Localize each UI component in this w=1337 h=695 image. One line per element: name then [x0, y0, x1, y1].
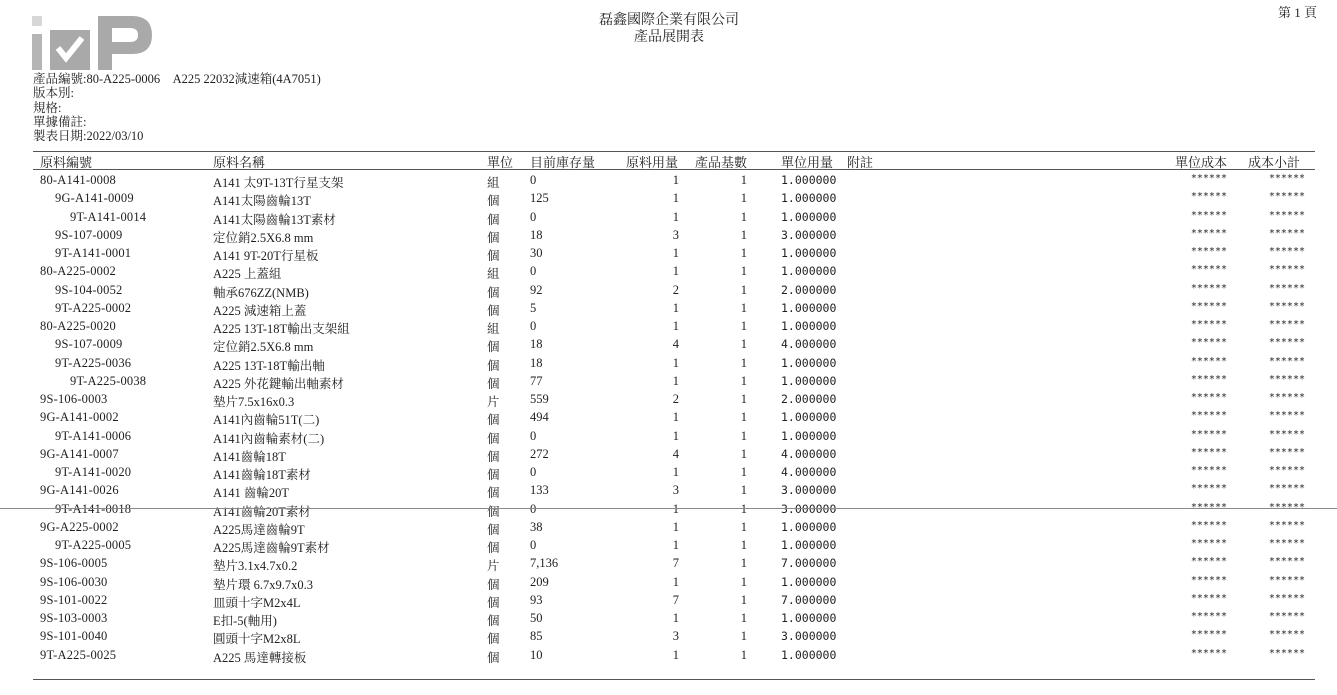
cell-material-code: 9T-A225-0005 — [55, 538, 132, 552]
cell-base: 1 — [740, 483, 747, 498]
cell-unit-qty: 1.000000 — [781, 319, 837, 333]
cell-material-code: 9G-A225-0002 — [40, 519, 119, 534]
cell-unit-qty: 7.000000 — [781, 592, 837, 607]
cell-material-name: A225 13T-18T輸出軸 — [213, 358, 325, 373]
cell-usage: 7 — [672, 592, 679, 607]
cell-base: 1 — [740, 227, 747, 242]
cell-subtotal: ****** — [1268, 519, 1305, 531]
col-header-subtotal: 成本小計 — [1248, 156, 1301, 171]
cell-unit: 個 — [487, 431, 500, 446]
cell-subtotal: ****** — [1268, 355, 1305, 367]
cell-stock: 77 — [530, 373, 543, 388]
report-meta — [33, 72, 321, 143]
cell-unit-qty: 1.000000 — [781, 173, 837, 187]
cell-unit-cost: ****** — [1190, 556, 1227, 568]
page-number: 第 1 頁 — [1277, 5, 1317, 20]
cell-material-code: 9S-103-0003 — [40, 611, 108, 625]
cell-subtotal: ****** — [1268, 373, 1305, 385]
cell-unit-cost: ****** — [1190, 446, 1227, 458]
cell-unit: 組 — [487, 176, 500, 190]
cell-unit-cost: ****** — [1190, 191, 1227, 203]
cell-unit-qty: 4.000000 — [781, 465, 837, 479]
cell-base: 1 — [740, 611, 747, 625]
cell-stock: 0 — [530, 209, 537, 224]
cell-usage: 1 — [672, 300, 679, 315]
table-row — [0, 628, 1337, 646]
logo-i-shape — [32, 34, 42, 70]
cell-material-name: A141太陽齒輪13T — [213, 194, 311, 209]
cell-usage: 2 — [672, 392, 679, 406]
cell-stock: 18 — [530, 355, 543, 370]
note-field: 單據備註: — [33, 114, 87, 129]
cell-subtotal: ****** — [1268, 209, 1305, 221]
cell-material-code: 9G-A141-0002 — [40, 410, 119, 425]
cell-material-code: 9G-A141-0009 — [55, 191, 134, 206]
cell-unit: 個 — [487, 358, 500, 373]
cell-stock: 7,136 — [530, 556, 559, 571]
cell-usage: 1 — [672, 264, 679, 279]
cell-usage: 1 — [672, 410, 679, 425]
cell-unit: 個 — [487, 376, 500, 391]
cell-material-code: 9S-107-0009 — [55, 337, 123, 352]
cell-stock: 0 — [530, 465, 537, 479]
cell-material-code: 80-A141-0008 — [40, 173, 117, 187]
table-row — [0, 209, 1337, 227]
table-row — [0, 336, 1337, 354]
cell-base: 1 — [740, 538, 747, 552]
cell-unit: 個 — [487, 504, 500, 519]
cell-unit: 個 — [487, 632, 500, 647]
cell-subtotal: ****** — [1268, 319, 1305, 330]
cell-base: 1 — [740, 428, 747, 443]
cell-unit: 個 — [487, 230, 500, 245]
cell-unit-cost: ****** — [1190, 300, 1227, 312]
cell-unit-qty: 4.000000 — [781, 337, 837, 352]
cell-unit-qty: 1.000000 — [781, 300, 837, 315]
cell-unit: 組 — [487, 322, 500, 336]
col-header-base: 產品基數 — [695, 156, 748, 171]
cell-stock: 85 — [530, 629, 543, 644]
cell-base: 1 — [740, 173, 747, 187]
cell-unit: 個 — [487, 522, 500, 537]
cell-material-name: 軸承676ZZ(NMB) — [213, 285, 309, 300]
cell-material-code: 9G-A141-0026 — [40, 483, 119, 498]
cell-subtotal: ****** — [1268, 611, 1305, 622]
cell-unit-cost: ****** — [1190, 428, 1227, 440]
table-row — [0, 446, 1337, 464]
cell-unit-qty: 1.000000 — [781, 574, 837, 589]
cell-unit: 個 — [487, 212, 500, 227]
cell-material-code: 9S-107-0009 — [55, 227, 123, 242]
cell-unit-qty: 1.000000 — [781, 191, 837, 206]
cell-usage: 1 — [672, 209, 679, 224]
cell-material-name: A141內齒輪素材(二) — [213, 431, 325, 446]
cell-base: 1 — [740, 373, 747, 388]
cell-material-name: A141內齒輪51T(二) — [213, 413, 320, 428]
cell-unit-cost: ****** — [1190, 611, 1227, 622]
cell-unit: 個 — [487, 303, 500, 318]
cell-base: 1 — [740, 446, 747, 461]
cell-unit-cost: ****** — [1190, 209, 1227, 221]
cell-material-code: 80-A225-0002 — [40, 264, 117, 279]
cell-material-code: 9T-A225-0036 — [55, 355, 132, 370]
cell-stock: 209 — [530, 574, 549, 589]
table-row — [0, 409, 1337, 427]
cell-base: 1 — [740, 465, 747, 479]
cell-subtotal: ****** — [1268, 446, 1305, 458]
cell-material-code: 80-A225-0020 — [40, 319, 117, 333]
cell-subtotal: ****** — [1268, 337, 1305, 349]
cell-usage: 3 — [672, 629, 679, 644]
cell-stock: 272 — [530, 446, 549, 461]
cell-material-name: 皿頭十字M2x4L — [213, 595, 301, 610]
cell-stock: 0 — [530, 538, 537, 552]
cell-base: 1 — [740, 300, 747, 315]
cell-base: 1 — [740, 191, 747, 206]
cell-stock: 38 — [530, 519, 543, 534]
cell-material-name: A225 馬達轉接板 — [213, 650, 307, 665]
company-logo — [32, 16, 154, 70]
cell-usage: 2 — [672, 282, 679, 297]
cell-unit: 個 — [487, 486, 500, 501]
table-row — [0, 282, 1337, 300]
table-row — [0, 318, 1337, 336]
report-header — [560, 12, 778, 46]
cell-usage: 1 — [672, 373, 679, 388]
cell-unit: 個 — [487, 449, 500, 464]
cell-usage: 1 — [672, 519, 679, 534]
cell-unit-cost: ****** — [1190, 483, 1227, 495]
cell-unit-cost: ****** — [1190, 282, 1227, 294]
cell-stock: 18 — [530, 227, 543, 242]
cell-base: 1 — [740, 355, 747, 370]
cell-stock: 30 — [530, 246, 543, 260]
cell-stock: 93 — [530, 592, 543, 607]
table-row — [0, 592, 1337, 610]
table-row — [0, 555, 1337, 573]
table-row — [0, 537, 1337, 555]
cell-base: 1 — [740, 410, 747, 425]
cell-base: 1 — [740, 592, 747, 607]
cell-stock: 494 — [530, 410, 549, 425]
cell-unit: 個 — [487, 249, 500, 263]
cell-subtotal: ****** — [1268, 191, 1305, 203]
cell-unit-cost: ****** — [1190, 392, 1227, 403]
cell-unit-qty: 1.000000 — [781, 373, 837, 388]
cell-material-code: 9T-A225-0025 — [40, 647, 117, 662]
cell-material-code: 9G-A141-0007 — [40, 446, 119, 461]
cell-unit: 組 — [487, 267, 500, 282]
cell-usage: 4 — [672, 337, 679, 352]
cell-material-name: E扣-5(軸用) — [213, 614, 277, 628]
table-row — [0, 610, 1337, 628]
cell-unit-qty: 1.000000 — [781, 355, 837, 370]
cell-stock: 0 — [530, 264, 537, 279]
table-row — [0, 227, 1337, 245]
cell-material-name: 定位銷2.5X6.8 mm — [213, 340, 314, 355]
cell-material-name: A141齒輪18T — [213, 449, 286, 464]
scan-line — [0, 508, 1337, 509]
cell-material-name: 墊片7.5x16x0.3 — [213, 395, 295, 409]
table-header — [0, 152, 1337, 169]
table-row — [0, 355, 1337, 373]
cell-unit-qty: 1.000000 — [781, 538, 837, 552]
cell-unit-qty: 1.000000 — [781, 519, 837, 534]
cell-stock: 133 — [530, 483, 549, 498]
cell-unit-qty: 2.000000 — [781, 392, 837, 406]
cell-material-name: A141 齒輪20T — [213, 486, 290, 501]
cell-subtotal: ****** — [1268, 483, 1305, 495]
table-row — [0, 647, 1337, 665]
cell-subtotal: ****** — [1268, 300, 1305, 312]
cell-unit-qty: 3.000000 — [781, 501, 837, 516]
cell-unit-cost: ****** — [1190, 647, 1227, 659]
cell-unit-cost: ****** — [1190, 337, 1227, 349]
cell-unit: 片 — [487, 395, 500, 409]
cell-material-name: A141 9T-20T行星板 — [213, 249, 319, 263]
cell-subtotal: ****** — [1268, 592, 1305, 604]
table-row — [0, 464, 1337, 482]
cell-usage: 1 — [672, 574, 679, 589]
cell-stock: 0 — [530, 501, 537, 516]
cell-unit-cost: ****** — [1190, 355, 1227, 367]
cell-unit-cost: ****** — [1190, 410, 1227, 422]
cell-unit: 個 — [487, 468, 500, 482]
cell-usage: 3 — [672, 227, 679, 242]
cell-unit: 個 — [487, 413, 500, 428]
cell-material-code: 9S-106-0030 — [40, 574, 108, 589]
table-bottom-rule — [33, 679, 1315, 680]
cell-stock: 0 — [530, 319, 537, 333]
cell-base: 1 — [740, 264, 747, 279]
cell-subtotal: ****** — [1268, 538, 1305, 549]
version-field: 版本別: — [33, 86, 74, 101]
cell-stock: 125 — [530, 191, 549, 206]
cell-material-code: 9T-A141-0001 — [55, 246, 132, 260]
cell-unit-qty: 4.000000 — [781, 446, 837, 461]
cell-subtotal: ****** — [1268, 410, 1305, 422]
cell-stock: 92 — [530, 282, 543, 297]
table-row — [0, 245, 1337, 263]
cell-subtotal: ****** — [1268, 173, 1305, 184]
cell-subtotal: ****** — [1268, 647, 1305, 659]
cell-unit: 個 — [487, 595, 500, 610]
cell-unit: 個 — [487, 340, 500, 355]
table-row — [0, 482, 1337, 500]
col-header-name: 原料名稱 — [213, 156, 266, 171]
cell-unit-qty: 7.000000 — [781, 556, 837, 571]
cell-usage: 1 — [672, 538, 679, 552]
cell-stock: 5 — [530, 300, 537, 315]
cell-unit-cost: ****** — [1190, 227, 1227, 239]
header-bottom-rule — [33, 169, 1315, 170]
cell-base: 1 — [740, 392, 747, 406]
cell-material-code: 9T-A225-0002 — [55, 300, 132, 315]
col-header-stock: 目前庫存量 — [530, 156, 596, 171]
cell-stock: 559 — [530, 392, 549, 406]
cell-unit-cost: ****** — [1190, 264, 1227, 276]
cell-unit-qty: 2.000000 — [781, 282, 837, 297]
cell-base: 1 — [740, 647, 747, 662]
cell-base: 1 — [740, 556, 747, 571]
cell-stock: 50 — [530, 611, 543, 625]
cell-subtotal: ****** — [1268, 264, 1305, 276]
cell-subtotal: ****** — [1268, 282, 1305, 294]
cell-subtotal: ****** — [1268, 465, 1305, 476]
table-row — [0, 190, 1337, 208]
cell-material-name: A225 外花鍵輸出軸素材 — [213, 376, 344, 391]
cell-usage: 1 — [672, 355, 679, 370]
col-header-usage: 原料用量 — [626, 156, 679, 171]
cell-base: 1 — [740, 246, 747, 260]
table-row — [0, 172, 1337, 190]
col-header-unit: 單位 — [487, 156, 514, 171]
table-row — [0, 391, 1337, 409]
cell-material-code: 9T-A141-0006 — [55, 428, 132, 443]
cell-stock: 0 — [530, 173, 537, 187]
cell-subtotal: ****** — [1268, 227, 1305, 239]
cell-base: 1 — [740, 209, 747, 224]
cell-usage: 1 — [672, 428, 679, 443]
cell-unit-qty: 1.000000 — [781, 428, 837, 443]
logo-dot-shape — [32, 16, 42, 26]
cell-unit-cost: ****** — [1190, 173, 1227, 184]
cell-subtotal: ****** — [1268, 392, 1305, 403]
cell-material-name: A141 太9T-13T行星支架 — [213, 176, 344, 190]
cell-base: 1 — [740, 629, 747, 644]
cell-material-name: A225馬達齒輪9T — [213, 522, 305, 537]
cell-unit-cost: ****** — [1190, 629, 1227, 641]
table-row — [0, 428, 1337, 446]
table-row — [0, 519, 1337, 537]
report-title: 產品展開表 — [634, 29, 704, 45]
cell-unit-cost: ****** — [1190, 465, 1227, 476]
cell-material-name: A225馬達齒輪9T素材 — [213, 541, 330, 555]
cell-usage: 1 — [672, 465, 679, 479]
cell-subtotal: ****** — [1268, 246, 1305, 257]
cell-stock: 0 — [530, 428, 537, 443]
cell-unit-cost: ****** — [1190, 574, 1227, 586]
cell-material-name: 圓頭十字M2x8L — [213, 632, 301, 647]
cell-material-code: 9S-106-0003 — [40, 392, 108, 406]
table-row — [0, 501, 1337, 519]
cell-unit-cost: ****** — [1190, 373, 1227, 385]
cell-subtotal: ****** — [1268, 556, 1305, 568]
cell-unit-cost: ****** — [1190, 319, 1227, 330]
report-date: 製表日期:2022/03/10 — [33, 129, 144, 144]
cell-usage: 1 — [672, 611, 679, 625]
cell-unit-cost: ****** — [1190, 538, 1227, 549]
cell-unit-cost: ****** — [1190, 592, 1227, 604]
cell-unit-qty: 3.000000 — [781, 227, 837, 242]
table-row — [0, 263, 1337, 281]
cell-material-name: A141太陽齒輪13T素材 — [213, 212, 336, 227]
cell-usage: 7 — [672, 556, 679, 571]
cell-unit: 個 — [487, 614, 500, 628]
cell-unit-cost: ****** — [1190, 519, 1227, 531]
cell-material-code: 9S-101-0040 — [40, 629, 108, 644]
cell-material-name: A225 13T-18T輸出支架組 — [213, 322, 350, 336]
cell-material-name: 定位銷2.5X6.8 mm — [213, 230, 314, 245]
cell-stock: 10 — [530, 647, 543, 662]
cell-unit: 片 — [487, 559, 500, 574]
cell-material-code: 9T-A141-0018 — [55, 501, 132, 516]
cell-unit: 個 — [487, 285, 500, 300]
col-header-code: 原料編號 — [40, 156, 93, 171]
cell-unit: 個 — [487, 194, 500, 209]
cell-usage: 1 — [672, 647, 679, 662]
cell-base: 1 — [740, 337, 747, 352]
cell-material-code: 9S-106-0005 — [40, 556, 108, 571]
cell-base: 1 — [740, 319, 747, 333]
cell-subtotal: ****** — [1268, 428, 1305, 440]
cell-usage: 1 — [672, 173, 679, 187]
cell-unit-cost: ****** — [1190, 246, 1227, 257]
company-name: 磊鑫國際企業有限公司 — [599, 12, 739, 28]
cell-unit-qty: 1.000000 — [781, 209, 837, 224]
cell-unit: 個 — [487, 577, 500, 592]
cell-unit: 個 — [487, 650, 500, 665]
cell-unit-qty: 1.000000 — [781, 647, 837, 662]
cell-material-code: 9T-A141-0020 — [55, 465, 132, 479]
cell-material-name: 墊片3.1x4.7x0.2 — [213, 559, 298, 574]
cell-subtotal: ****** — [1268, 574, 1305, 586]
cell-unit-qty: 1.000000 — [781, 410, 837, 425]
table-row — [0, 373, 1337, 391]
cell-usage: 1 — [672, 246, 679, 260]
cell-unit: 個 — [487, 541, 500, 555]
spec-field: 規格: — [33, 100, 62, 115]
cell-material-code: 9T-A141-0014 — [70, 209, 147, 224]
cell-subtotal: ****** — [1268, 629, 1305, 641]
cell-unit-qty: 1.000000 — [781, 246, 837, 260]
cell-usage: 1 — [672, 501, 679, 516]
cell-usage: 1 — [672, 191, 679, 206]
cell-material-code: 9T-A225-0038 — [70, 373, 147, 388]
cell-usage: 3 — [672, 483, 679, 498]
cell-base: 1 — [740, 501, 747, 516]
cell-base: 1 — [740, 519, 747, 534]
cell-unit-cost: ****** — [1190, 501, 1227, 513]
table-row — [0, 574, 1337, 592]
bom-table-body — [0, 172, 1337, 665]
cell-usage: 1 — [672, 319, 679, 333]
cell-unit-qty: 1.000000 — [781, 611, 837, 625]
cell-material-code: 9S-104-0052 — [55, 282, 123, 297]
col-header-unit-qty: 單位用量 — [781, 156, 834, 171]
cell-base: 1 — [740, 574, 747, 589]
cell-unit-qty: 3.000000 — [781, 629, 837, 644]
col-header-note: 附註 — [847, 156, 874, 171]
cell-unit-qty: 3.000000 — [781, 483, 837, 498]
col-header-unit-cost: 單位成本 — [1175, 156, 1228, 171]
cell-unit-qty: 1.000000 — [781, 264, 837, 279]
cell-material-name: A141齒輪18T素材 — [213, 468, 311, 482]
cell-material-name: A141齒輪20T素材 — [213, 504, 311, 519]
cell-subtotal: ****** — [1268, 501, 1305, 513]
cell-material-name: A225 上蓋組 — [213, 267, 282, 282]
logo-p-shape — [98, 16, 152, 70]
cell-stock: 18 — [530, 337, 543, 352]
product-code: 產品編號:80-A225-0006 A225 22032減速箱(4A7051) — [33, 72, 321, 86]
cell-material-name: A225 減速箱上蓋 — [213, 303, 307, 318]
cell-material-code: 9S-101-0022 — [40, 592, 108, 607]
table-row — [0, 300, 1337, 318]
cell-base: 1 — [740, 282, 747, 297]
cell-usage: 4 — [672, 446, 679, 461]
cell-material-name: 墊片環 6.7x9.7x0.3 — [213, 577, 314, 592]
